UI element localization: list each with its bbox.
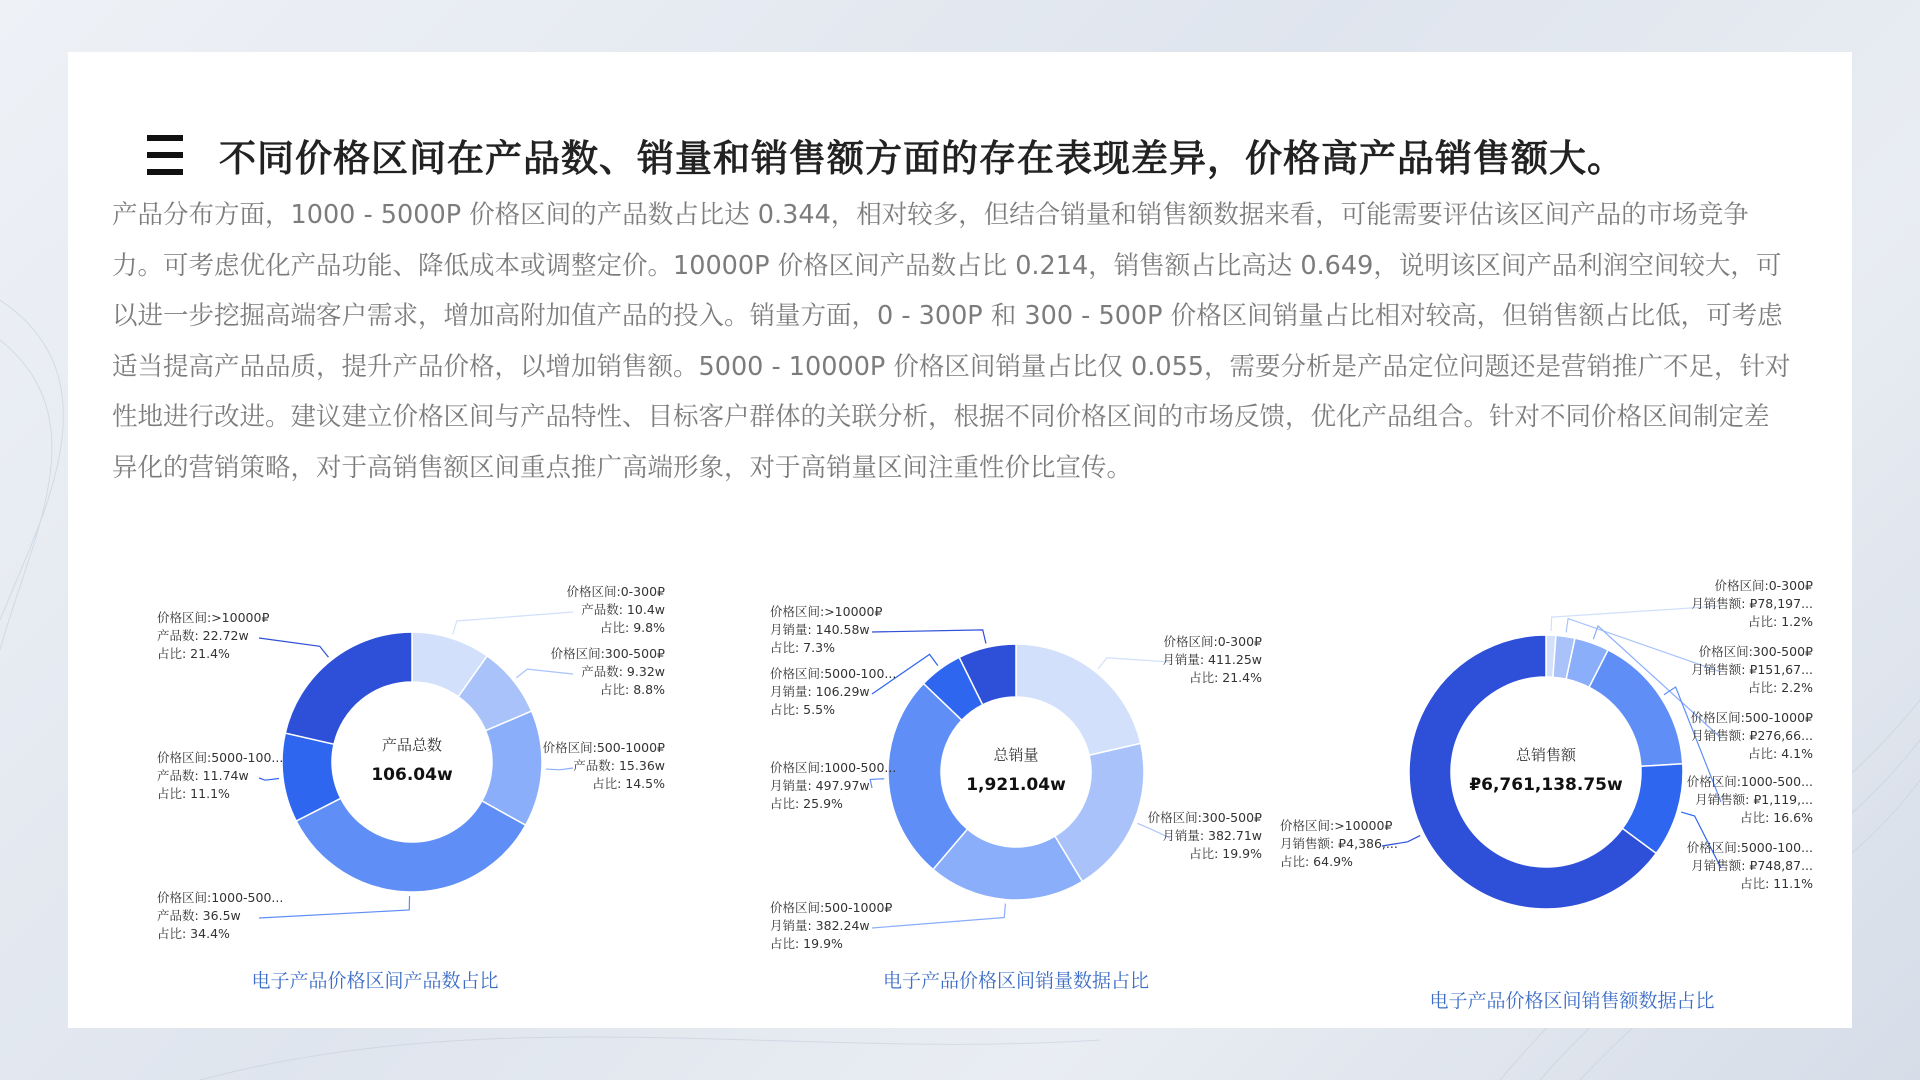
donut-chart-sales-amount [1270, 572, 1830, 952]
slice-label: 月销量: 411.25w [1162, 652, 1262, 667]
slice-label: 产品数: 15.36w [573, 758, 665, 773]
donut-chart-sales-volume [760, 580, 1280, 960]
slice-label: 占比: 11.1% [1740, 876, 1813, 891]
slice-label: 占比: 64.9% [1280, 854, 1353, 869]
slice-label: 产品数: 10.4w [581, 602, 665, 617]
slice-label: 月销售额: ₽4,386,... [1280, 836, 1398, 851]
center-label: 总销售额 [1515, 746, 1577, 764]
chart-product-count-caption: 电子产品价格区间产品数占比 [251, 970, 499, 992]
slice-label: 占比: 16.6% [1740, 810, 1813, 825]
center-label: 总销量 [993, 746, 1039, 764]
slice-label: 月销量: 497.97w [770, 778, 870, 793]
leader-line [872, 630, 986, 644]
donut-slice[interactable] [1016, 644, 1141, 755]
chart-sales-amount [1270, 572, 1830, 952]
slice-label: 价格区间:1000-500... [1686, 774, 1813, 789]
slice-label: 占比: 21.4% [157, 646, 230, 661]
chart-sales-volume [760, 580, 1280, 960]
leader-line [546, 768, 573, 770]
center-value: 1,921.04w [966, 775, 1066, 795]
center-label: 产品总数 [381, 736, 443, 754]
slice-label: 月销售额: ₽78,197... [1691, 596, 1813, 611]
center-value: 106.04w [371, 765, 453, 785]
leader-line [453, 612, 573, 634]
slice-label: 产品数: 11.74w [157, 768, 249, 783]
chart-sales-volume-caption: 电子产品价格区间销量数据占比 [882, 970, 1150, 992]
slice-label: 占比: 19.9% [1189, 846, 1262, 861]
slice-label: 价格区间:1000-500... [770, 760, 897, 775]
slice-label: 产品数: 22.72w [157, 628, 249, 643]
slice-label: 价格区间:500-1000₽ [770, 900, 893, 915]
slice-label: 月销售额: ₽748,87... [1691, 858, 1813, 873]
slice-label: 占比: 4.1% [1748, 746, 1813, 761]
leader-line [1098, 658, 1170, 669]
slice-label: 价格区间:300-500₽ [1698, 644, 1813, 659]
chart-product-count [140, 580, 700, 960]
leader-line [516, 669, 573, 678]
slice-label: 价格区间:0-300₽ [1714, 578, 1813, 593]
chart-sales-amount-caption: 电子产品价格区间销售额数据占比 [1429, 990, 1715, 1012]
slice-label: 占比: 9.8% [600, 620, 665, 635]
slice-label: 价格区间:500-1000₽ [542, 740, 665, 755]
slice-label: 产品数: 36.5w [157, 908, 241, 923]
slice-label: 价格区间:0-300₽ [566, 584, 665, 599]
slice-label: 月销量: 382.24w [770, 918, 870, 933]
slice-label: 产品数: 9.32w [581, 664, 665, 679]
page-title: 不同价格区间在产品数、销量和销售额方面的存在表现差异，价格高产品销售额大。 [219, 137, 1625, 180]
slice-label: 月销售额: ₽151,67... [1691, 662, 1813, 677]
slice-label: 价格区间:5000-100... [770, 666, 897, 681]
slice-label: 价格区间:5000-100... [1686, 840, 1813, 855]
slice-label: 价格区间:>10000₽ [770, 604, 883, 619]
slice-label: 价格区间:300-500₽ [1147, 810, 1262, 825]
slice-label: 占比: 14.5% [592, 776, 665, 791]
center-value: ₽6,761,138.75w [1469, 775, 1623, 795]
slice-label: 月销量: 140.58w [770, 622, 870, 637]
slices [888, 644, 1144, 900]
slice-label: 占比: 34.4% [157, 926, 230, 941]
donut-slice[interactable] [1589, 650, 1683, 766]
slice-label: 占比: 7.3% [770, 640, 835, 655]
slice-label: 占比: 25.9% [770, 796, 843, 811]
slice-label: 占比: 19.9% [770, 936, 843, 951]
menu-icon[interactable] [147, 135, 183, 175]
leader-line [259, 778, 279, 780]
slice-label: 月销量: 106.29w [770, 684, 870, 699]
description-text: 产品分布方面，1000 - 5000P 价格区间的产品数占比达 0.344，相对较多，但结合销量和销售额数据来看，可能需要评估该区间产品的市场竞争力。可考虑优化产品功能、降低成本或调整定价。10000P 价格区间产品数占比 0.214，销售额占比高达 0.649，说明该区间产品利润空间较大，可以进一步挖掘高端客户需求，增加高附加值产品的投入。销量方面，0 - 300P 和 300 - 500P 价格区间销量占比相对较高，但销售额占比低，可考虑适当提高产品品质，提升产品价格，以增加销售额。5000 - 10000P 价格区间销量占比仅 0.055，需要分析是产品定位问题还是营销推广不足，针对性地进行改进。建议建立价格区间与产品特性、目标客户群体的关联分析，根据不同价格区间的市场反馈，优化产品组合。针对不同价格区间制定差异化的营销策略，对于高销售额区间重点推广高端形象，对于高销量区间注重性价比宣传。 [112, 200, 1791, 483]
slice-label: 价格区间:0-300₽ [1163, 634, 1262, 649]
slice-label: 占比: 8.8% [600, 682, 665, 697]
slice-label: 占比: 2.2% [1748, 680, 1813, 695]
leader-line [259, 638, 328, 657]
slice-label: 月销售额: ₽276,66... [1691, 728, 1813, 743]
slice-label: 占比: 5.5% [770, 702, 835, 717]
slice-label: 占比: 11.1% [157, 786, 230, 801]
donut-slice[interactable] [285, 632, 412, 744]
slice-label: 占比: 1.2% [1748, 614, 1813, 629]
title-row [147, 128, 1625, 182]
slices [282, 632, 542, 892]
donut-slice[interactable] [296, 798, 525, 892]
slice-label: 价格区间:1000-500... [157, 890, 284, 905]
slice-label: 月销售额: ₽1,119,... [1695, 792, 1813, 807]
slice-label: 价格区间:5000-100... [157, 750, 284, 765]
slice-label: 价格区间:500-1000₽ [1690, 710, 1813, 725]
slice-label: 价格区间:300-500₽ [550, 646, 665, 661]
slice-label: 占比: 21.4% [1189, 670, 1262, 685]
leader-line [870, 779, 884, 788]
donut-chart-product-count [140, 580, 700, 960]
slice-label: 月销量: 382.71w [1162, 828, 1262, 843]
slice-label: 价格区间:>10000₽ [1280, 818, 1393, 833]
slice-label: 价格区间:>10000₽ [157, 610, 270, 625]
slices [1409, 635, 1683, 909]
slice-labels [1280, 578, 1813, 891]
